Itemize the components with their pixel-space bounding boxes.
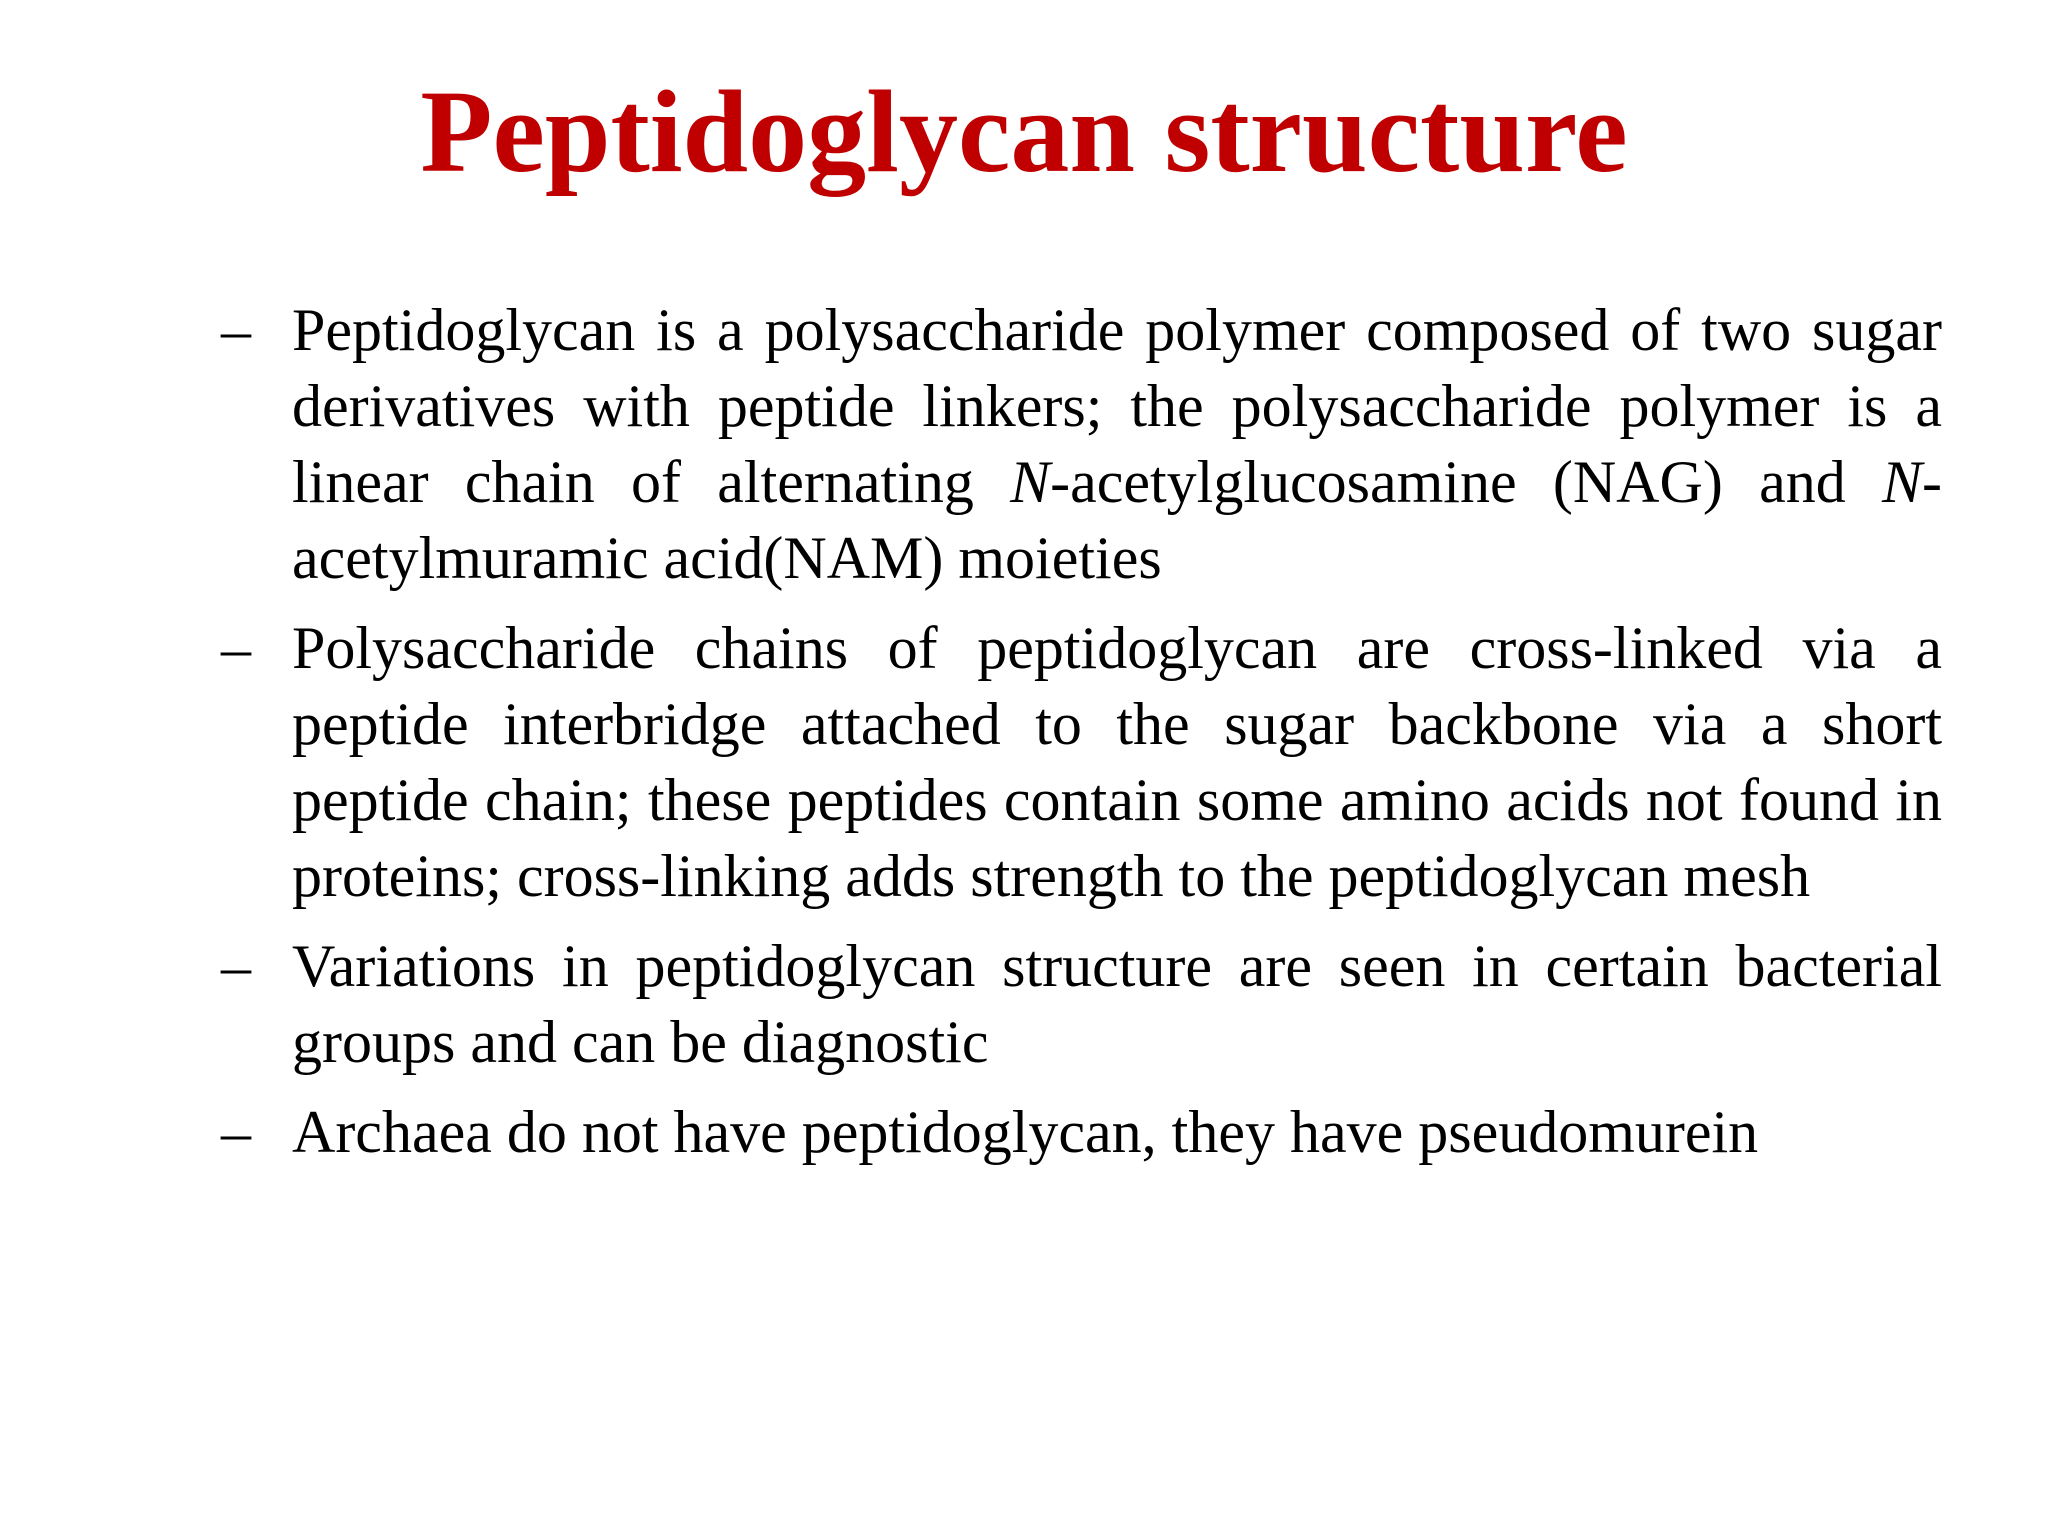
bullet-list [221, 292, 1942, 1184]
text-segment: Peptidoglycan is a polysaccharide polymer composed of two sugar derivatives with peptide linkers; the polysaccharide polymer is a linear chain of alternating [292, 297, 1942, 515]
bullet-text [292, 933, 1942, 1075]
dash-marker: – [221, 933, 251, 999]
bullet-text [292, 615, 1942, 909]
bullet-item [221, 1094, 1942, 1170]
bullet-item [221, 610, 1942, 914]
text-segment: Variations in peptidoglycan structure are seen in certain bacterial groups and can be diagnostic [292, 933, 1942, 1075]
bullet-item [221, 292, 1942, 596]
text-segment: -acetylglucosamine (NAG) and [1050, 449, 1882, 515]
italic-segment: N [1010, 449, 1051, 515]
dash-marker: – [221, 1099, 251, 1165]
dash-marker: – [221, 615, 251, 681]
slide-title: Peptidoglycan structure [420, 66, 1628, 197]
bullet-item [221, 928, 1942, 1080]
text-segment: Archaea do not have peptidoglycan, they have pseudomurein [292, 1099, 1759, 1165]
text-segment: -acetylmuramic acid(NAM) moieties [292, 449, 1942, 591]
dash-marker: – [221, 297, 251, 363]
bullet-text [292, 1099, 1758, 1165]
bullet-text [292, 297, 1942, 591]
italic-segment: N [1881, 449, 1923, 515]
text-segment: Polysaccharide chains of peptidoglycan are cross-linked via a peptide interbridge attached to the sugar backbone via a short peptide chain; these peptides contain some amino acids not found in proteins; cross-linking adds strength to the peptidoglycan mesh [292, 615, 1942, 909]
